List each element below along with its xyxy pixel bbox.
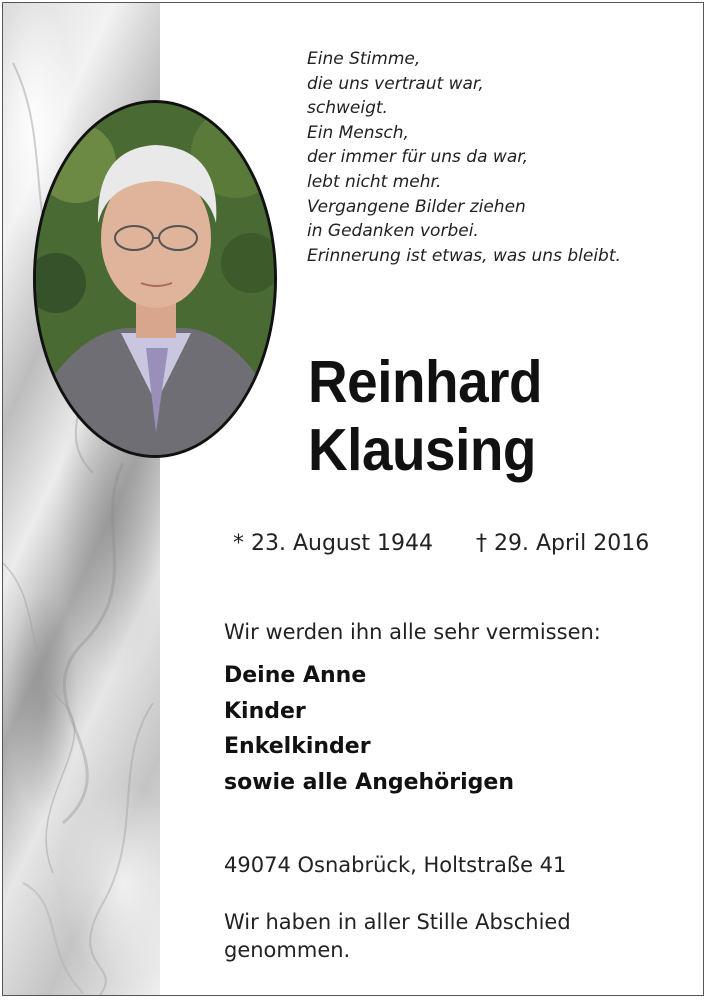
address: 49074 Osnabrück, Holtstraße 41 [224,853,567,877]
poem [307,47,687,268]
mourner: Enkelkinder [224,734,371,759]
death-date: † 29. April 2016 [476,531,650,556]
portrait-photo [33,100,277,458]
first-name: Reinhard [308,349,543,415]
closing-note [224,908,664,964]
life-dates [233,531,673,556]
last-name: Klausing [308,417,536,483]
birth-date: * 23. August 1944 [233,531,433,556]
closing-line: Wir haben in aller Stille Abschied [224,910,571,934]
poem-line: Vergangene Bilder ziehen [307,196,526,217]
mourner: Deine Anne [224,663,367,688]
poem-line: der immer für uns da war, [307,147,529,168]
portrait-image [36,103,274,455]
poem-line: Ein Mensch, [307,122,409,143]
mourner: Kinder [224,698,306,724]
poem-line: Eine Stimme, [307,49,421,69]
poem-line: schweigt. [307,98,388,119]
mourner: sowie alle Angehörigen [224,769,515,795]
poem-line: lebt nicht mehr. [307,171,442,192]
mourners-list [224,658,514,800]
mourners-intro: Wir werden ihn alle sehr vermissen: [224,620,601,644]
obituary-card [2,2,704,996]
poem-line: in Gedanken vorbei. [307,221,479,242]
deceased-name [308,348,542,484]
poem-line: Erinnerung ist etwas, was uns bleibt. [307,245,621,266]
closing-line: genommen. [224,938,351,962]
poem-line: die uns vertraut war, [307,73,484,94]
